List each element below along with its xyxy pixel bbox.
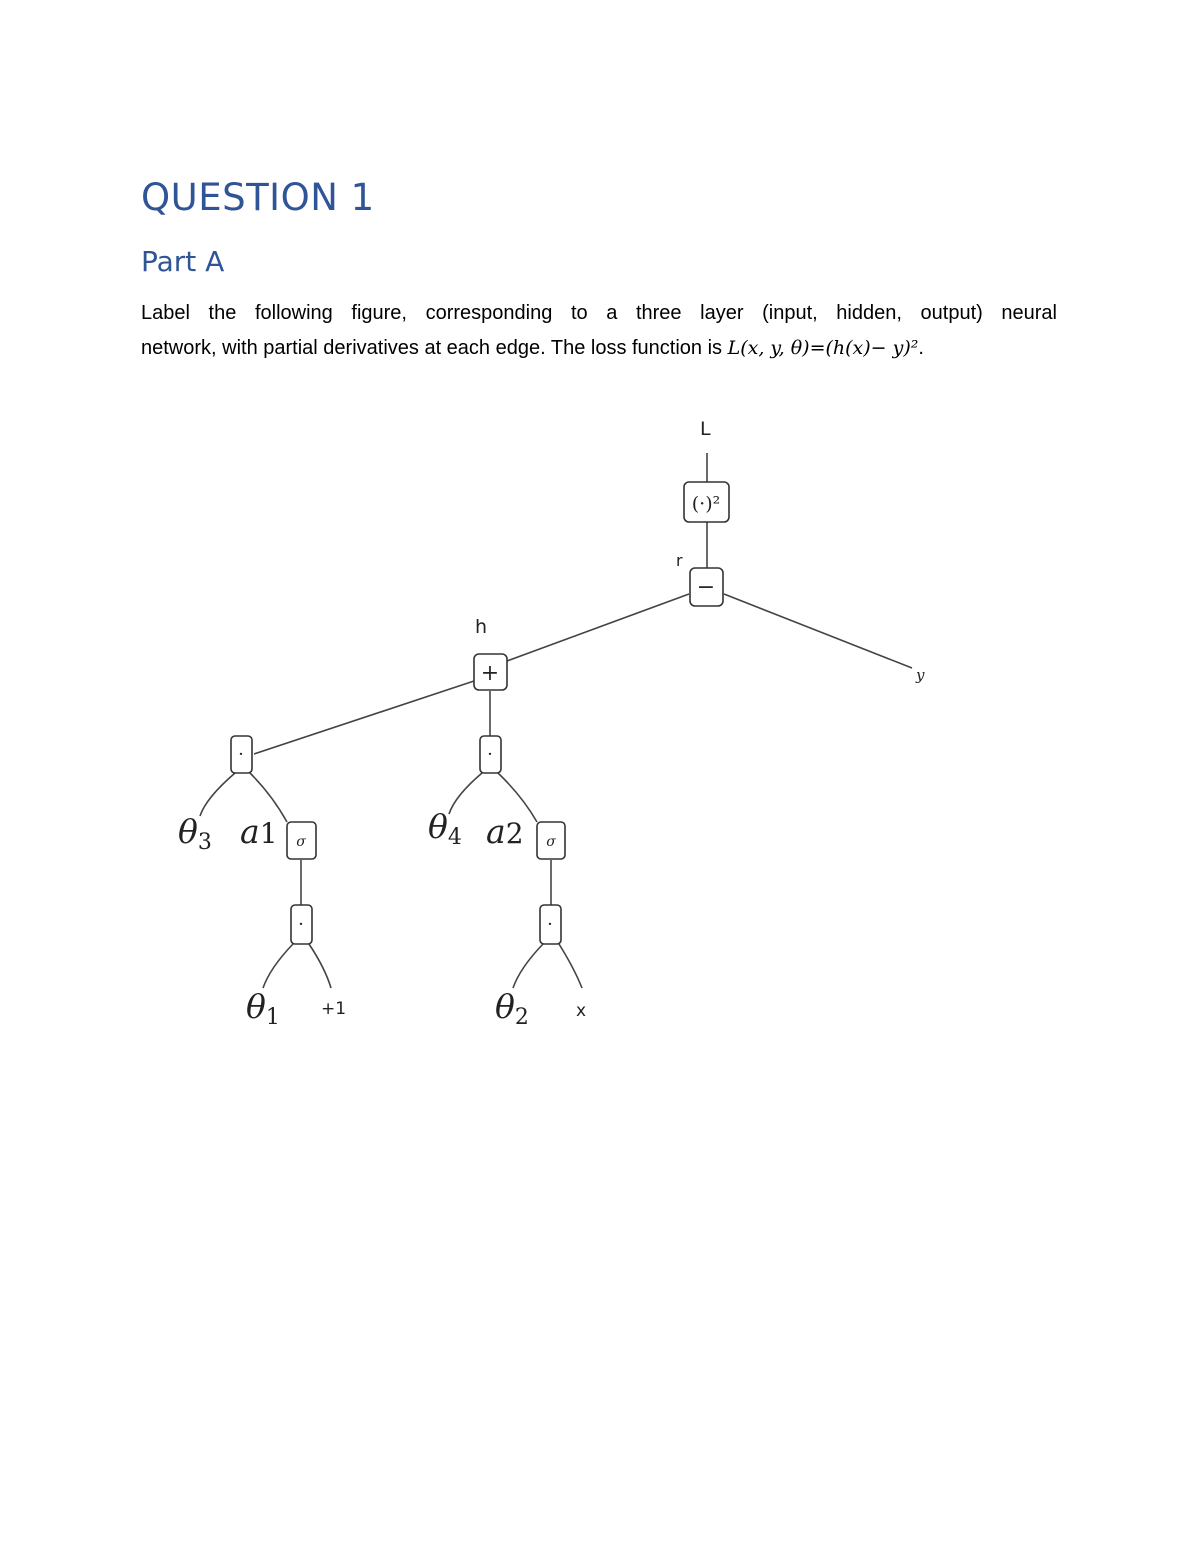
question-title: QUESTION 1 xyxy=(141,176,375,219)
a2-symbol: a xyxy=(486,812,506,851)
sigma-node-a1-label: σ xyxy=(296,834,306,850)
theta4-label xyxy=(428,807,462,850)
mult-node-theta1-label: · xyxy=(298,914,304,935)
edge-mult3-theta3 xyxy=(200,773,235,816)
a2-label xyxy=(486,812,524,851)
edge-mult1-bias xyxy=(309,944,331,988)
mult-node-theta4 xyxy=(480,736,501,773)
square-node xyxy=(684,482,729,522)
question-text-line-1: Label the following figure, corresponding to a three layer (input, hidden, output) neural xyxy=(141,302,1057,324)
plus-node-label: + xyxy=(480,661,500,686)
theta1-subscript: 1 xyxy=(265,1005,280,1030)
a1-label xyxy=(240,812,278,851)
mult-node-theta2-label: · xyxy=(547,914,553,935)
sigma-node-a1 xyxy=(287,822,316,859)
theta4-subscript: 4 xyxy=(447,825,462,850)
edge-mult2-x xyxy=(559,944,582,988)
bias-label: +1 xyxy=(321,999,347,1019)
hidden-label-h: h xyxy=(475,616,488,638)
edge-minus-plus xyxy=(507,594,689,661)
theta2-symbol: θ xyxy=(495,987,515,1026)
target-label-y: y xyxy=(916,666,925,684)
edge-mult1-theta1 xyxy=(263,944,293,988)
theta2-subscript: 2 xyxy=(514,1005,529,1030)
a1-symbol: a xyxy=(240,812,260,851)
output-label-l: L xyxy=(700,418,711,440)
mult-node-theta2 xyxy=(540,905,561,944)
mult-node-theta3 xyxy=(231,736,252,773)
edge-mult4-theta4 xyxy=(449,773,482,814)
input-label-x: x xyxy=(576,1001,587,1021)
part-heading: Part A xyxy=(141,245,225,278)
a1-subscript: 1 xyxy=(259,817,278,850)
minus-node-label: − xyxy=(696,575,716,600)
minus-node xyxy=(690,568,723,606)
theta3-symbol: θ xyxy=(178,812,198,851)
sigma-node-a2 xyxy=(537,822,565,859)
question-text-line-2-suffix: . xyxy=(918,337,924,359)
edge-mult2-theta2 xyxy=(513,944,543,988)
theta4-symbol: θ xyxy=(428,807,448,846)
mult-node-theta1 xyxy=(291,905,312,944)
theta3-subscript: 3 xyxy=(197,830,212,855)
edge-minus-y xyxy=(724,594,912,668)
mult-node-theta4-label: · xyxy=(487,744,493,765)
theta1-label xyxy=(246,987,280,1030)
edge-plus-mult3 xyxy=(254,681,474,754)
theta1-symbol: θ xyxy=(246,987,266,1026)
question-text-line-2-prefix: network, with partial derivatives at each edge. The loss function is xyxy=(141,337,728,359)
plus-node xyxy=(474,654,507,690)
square-node-label: (·)² xyxy=(691,493,721,515)
loss-formula: L(x, y, θ)=(h(x)− y)² xyxy=(727,337,919,359)
theta3-label xyxy=(178,812,212,855)
theta2-label xyxy=(495,987,529,1030)
a2-subscript: 2 xyxy=(505,817,524,850)
mult-node-theta3-label: · xyxy=(238,744,244,765)
sigma-node-a2-label: σ xyxy=(546,834,556,850)
residual-label-r: r xyxy=(676,551,683,570)
